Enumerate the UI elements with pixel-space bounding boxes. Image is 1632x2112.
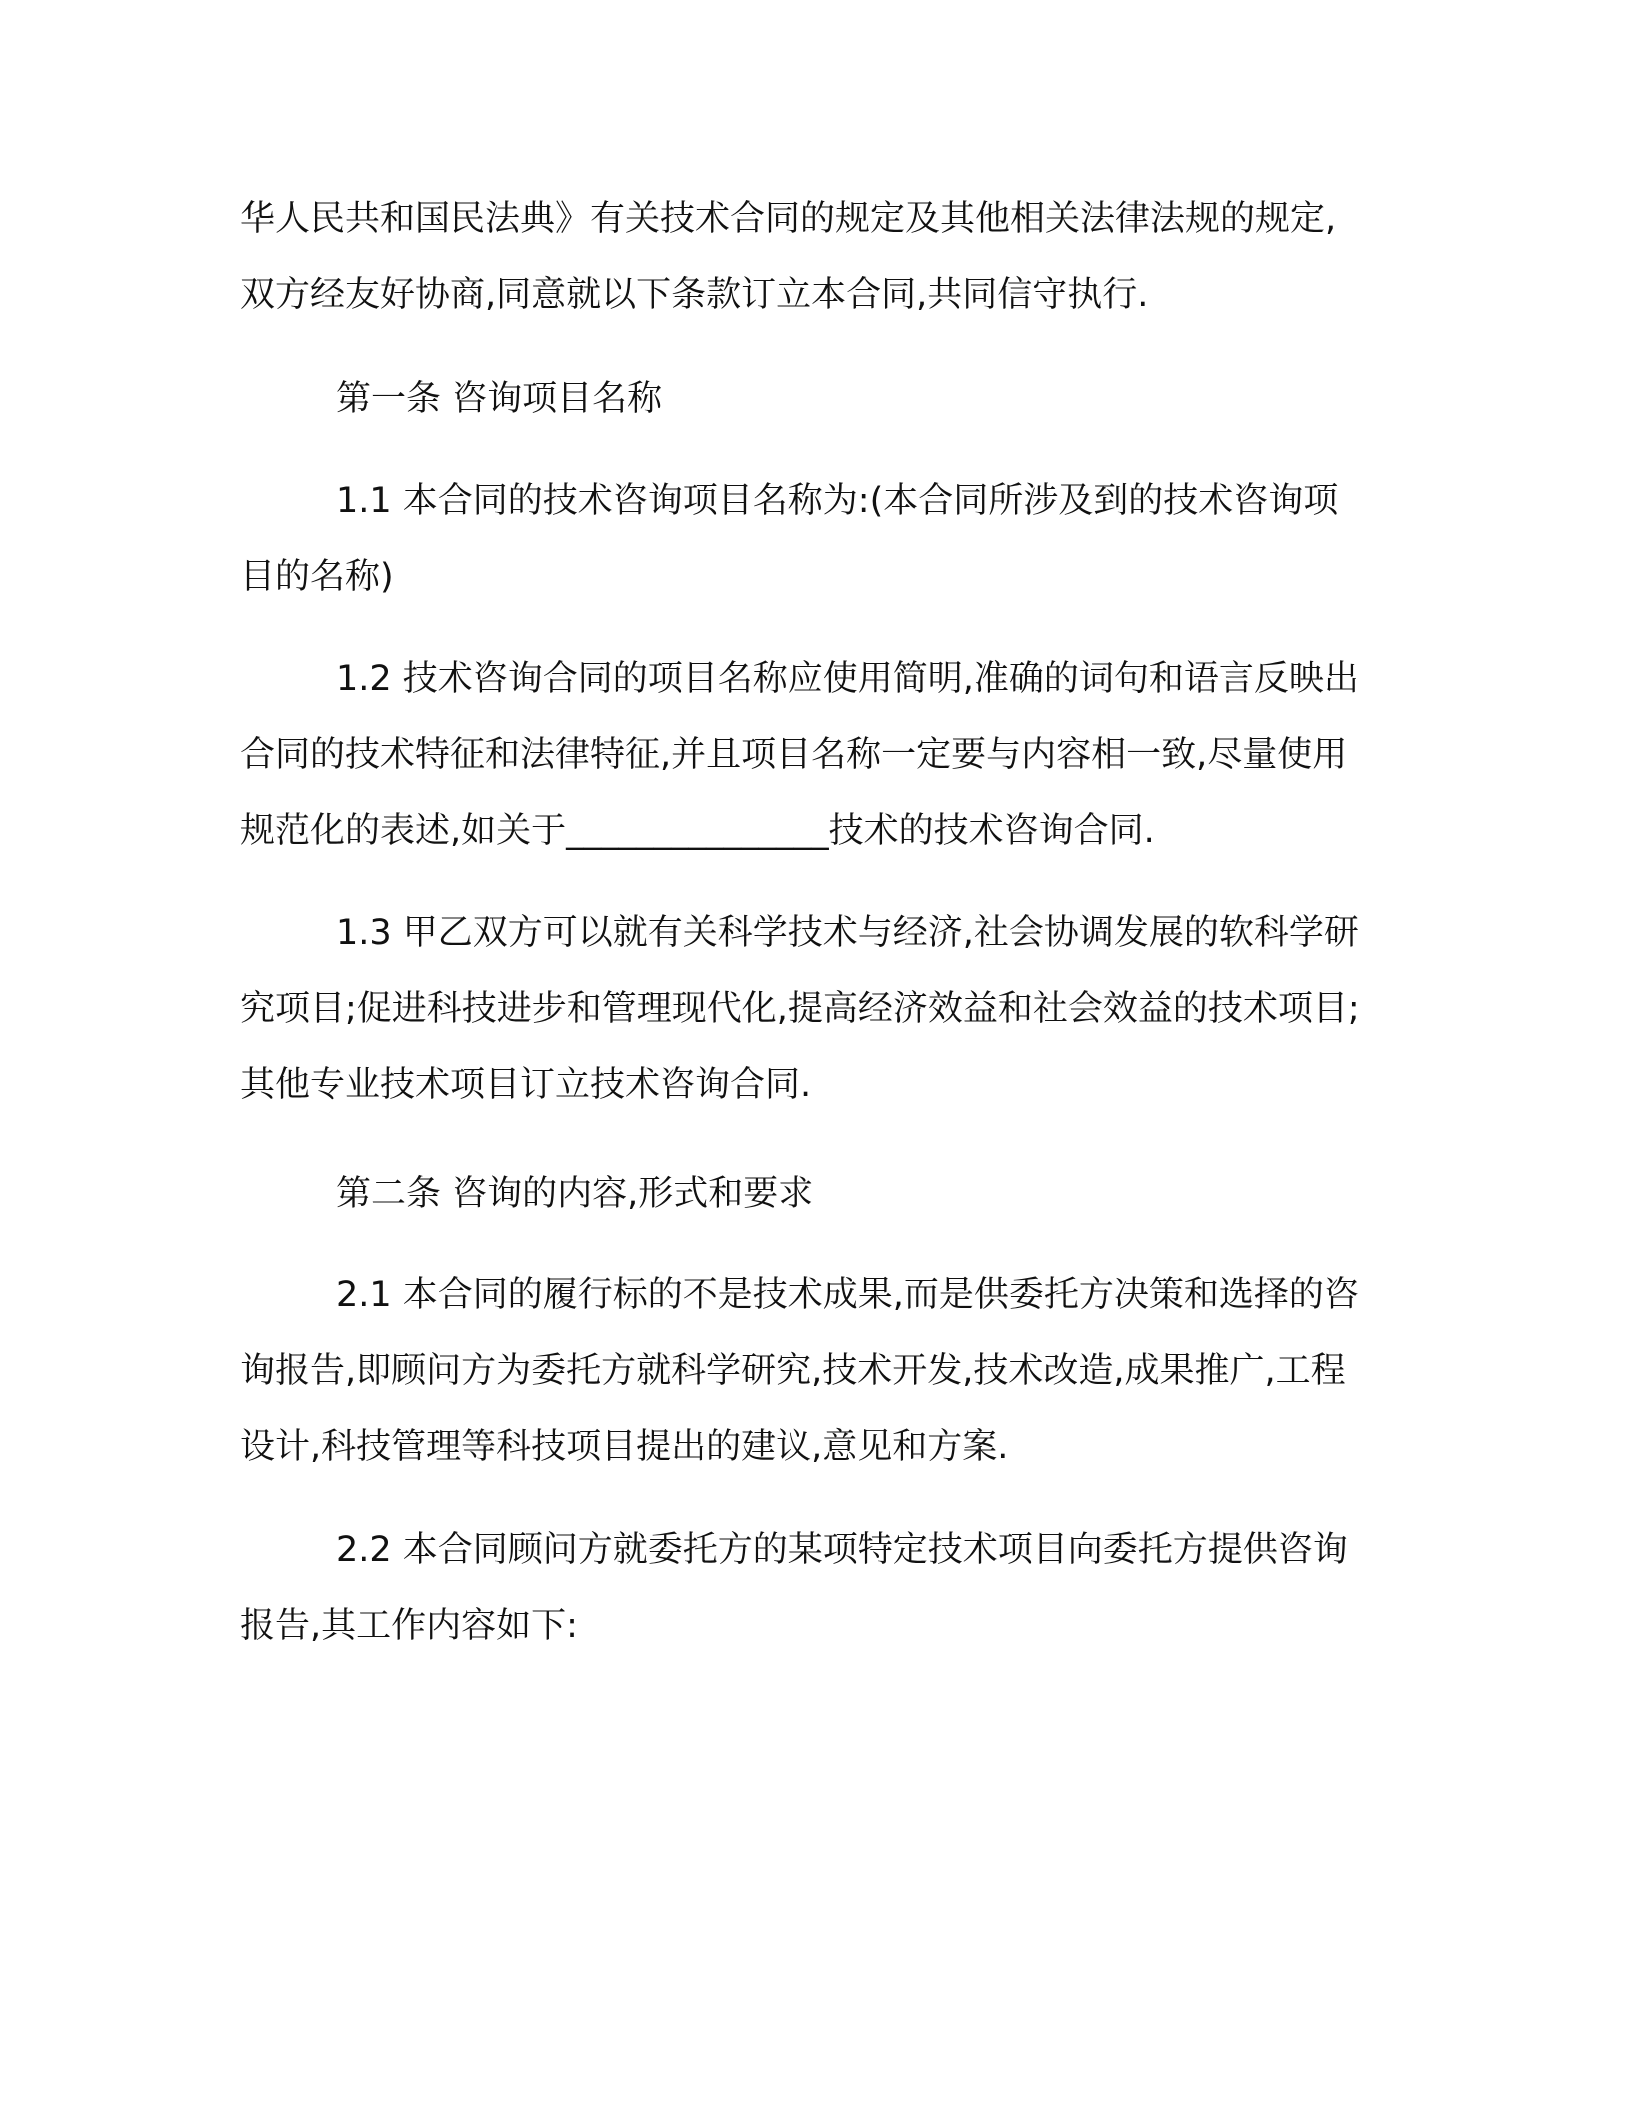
clause-1-1: 1.1 本合同的技术咨询项目名称为:(本合同所涉及到的技术咨询项目的名称): [240, 481, 1339, 597]
article-2-heading: 第二条 咨询的内容,形式和要求: [336, 1174, 814, 1214]
clause-2-1: 2.1 本合同的履行标的不是技术成果,而是供委托方决策和选择的咨询报告,即顾问方为委托方就科学研究,技术开发,技术改造,成果推广,工程设计,科技管理等科技项目提出的建议,意见和方案.: [240, 1275, 1359, 1467]
paragraph-continuation: 华人民共和国民法典》有关技术合同的规定及其他相关法律法规的规定,双方经友好协商,同意就以下条款订立本合同,共同信守执行.: [240, 199, 1337, 315]
clause-1-2: 1.2 技术咨询合同的项目名称应使用简明,准确的词句和语言反映出合同的技术特征和法律特征,并且项目名称一定要与内容相一致,尽量使用规范化的表述,如关于_______________技术的技术咨询合同.: [240, 659, 1359, 851]
clause-2-2: 2.2 本合同顾问方就委托方的某项特定技术项目向委托方提供咨询报告,其工作内容如下:: [240, 1530, 1348, 1646]
clause-1-3: 1.3 甲乙双方可以就有关科学技术与经济,社会协调发展的软科学研究项目;促进科技进步和管理现代化,提高经济效益和社会效益的技术项目;其他专业技术项目订立技术咨询合同.: [240, 913, 1360, 1105]
article-1-heading: 第一条 咨询项目名称: [336, 379, 663, 419]
